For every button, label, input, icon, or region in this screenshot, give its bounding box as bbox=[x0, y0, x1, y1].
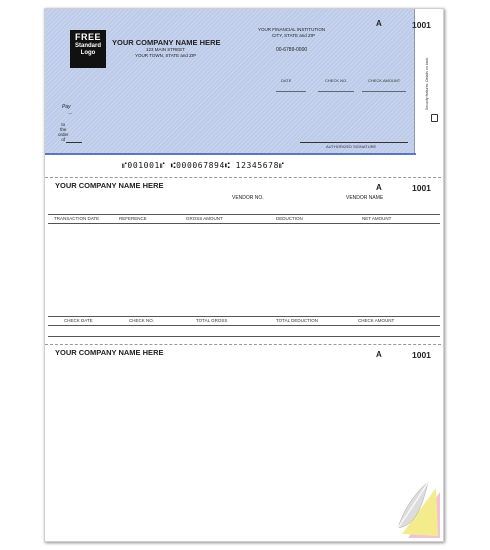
pay-label: Pay bbox=[62, 104, 71, 110]
stub1-company-name: YOUR COMPANY NAME HERE bbox=[55, 181, 164, 190]
order-word-order: order bbox=[58, 132, 69, 137]
order-of-label bbox=[58, 122, 69, 142]
amount-line bbox=[362, 91, 406, 92]
micr-line: ⑈001001⑈ ⑆000067894⑆ 12345678⑈ bbox=[122, 161, 285, 170]
stub2-company-name: YOUR COMPANY NAME HERE bbox=[55, 348, 164, 357]
perforation-2 bbox=[45, 344, 441, 345]
check-form-letter: A bbox=[376, 19, 382, 28]
stub2-check-number: 1001 bbox=[412, 350, 431, 360]
bank-name: YOUR FINANCIAL INSTITUTION bbox=[258, 27, 326, 32]
security-text: Security features. Details on back. bbox=[425, 56, 429, 110]
stub1-footer-bottom bbox=[48, 336, 440, 337]
routing-fraction: 00-6789-0000 bbox=[276, 47, 308, 53]
signature-label: AUTHORIZED SIGNATURE bbox=[326, 144, 377, 149]
header-net-amount: NET AMOUNT bbox=[362, 216, 392, 221]
vendor-no-label: VENDOR NO. bbox=[232, 195, 264, 201]
stub1-header-bottom bbox=[48, 223, 440, 224]
footer-check-date: CHECK DATE bbox=[64, 318, 93, 323]
order-word-the: the bbox=[60, 127, 67, 132]
check-number: 1001 bbox=[412, 20, 431, 30]
perforation-1 bbox=[45, 177, 441, 178]
padlock-icon bbox=[431, 114, 438, 122]
logo-line-2: Standard bbox=[74, 43, 101, 49]
stub1-footer-top bbox=[48, 316, 440, 317]
check-amount-label: CHECK AMOUNT bbox=[368, 78, 401, 83]
signature-line bbox=[300, 142, 408, 143]
pay-tick: — bbox=[68, 110, 72, 115]
footer-total-deduction: TOTAL DEDUCTION bbox=[276, 318, 318, 323]
logo-placeholder bbox=[70, 30, 106, 68]
footer-total-gross: TOTAL GROSS bbox=[196, 318, 228, 323]
order-word-to: to bbox=[61, 122, 66, 127]
logo-line-1: FREE bbox=[74, 32, 101, 42]
stub1-footer-mid bbox=[48, 325, 440, 326]
footer-check-amount: CHECK AMOUNT bbox=[358, 318, 395, 323]
page-curl bbox=[398, 482, 440, 538]
stub1-check-number: 1001 bbox=[412, 183, 431, 193]
check-city-state-zip: YOUR TOWN, STATE and ZIP bbox=[135, 53, 197, 58]
vendor-name-label: VENDOR NAME bbox=[346, 195, 384, 201]
header-gross-amount: GROSS AMOUNT bbox=[186, 216, 223, 221]
header-transaction-date: TRANSACTION DATE bbox=[54, 216, 100, 221]
footer-check-no: CHECK NO. bbox=[129, 318, 155, 323]
bank-city: CITY, STATE and ZIP bbox=[272, 33, 316, 38]
stub2-form-letter: A bbox=[376, 350, 382, 359]
check-no-line bbox=[318, 91, 354, 92]
logo-line-3: Logo bbox=[80, 50, 96, 56]
date-line bbox=[276, 91, 306, 92]
check-company-name: YOUR COMPANY NAME HERE bbox=[112, 38, 221, 47]
check-street: 123 MAIN STREET bbox=[146, 47, 186, 52]
header-reference: REFERENCE bbox=[119, 216, 147, 221]
order-word-of: of bbox=[61, 137, 66, 142]
header-deduction: DEDUCTION bbox=[276, 216, 303, 221]
stub1-form-letter: A bbox=[376, 183, 382, 192]
date-label: DATE bbox=[281, 78, 292, 83]
stub1-header-top bbox=[48, 214, 440, 215]
payee-bracket bbox=[66, 142, 82, 143]
security-strip-edge bbox=[414, 9, 415, 154]
check-no-label: CHECK NO. bbox=[325, 78, 348, 83]
